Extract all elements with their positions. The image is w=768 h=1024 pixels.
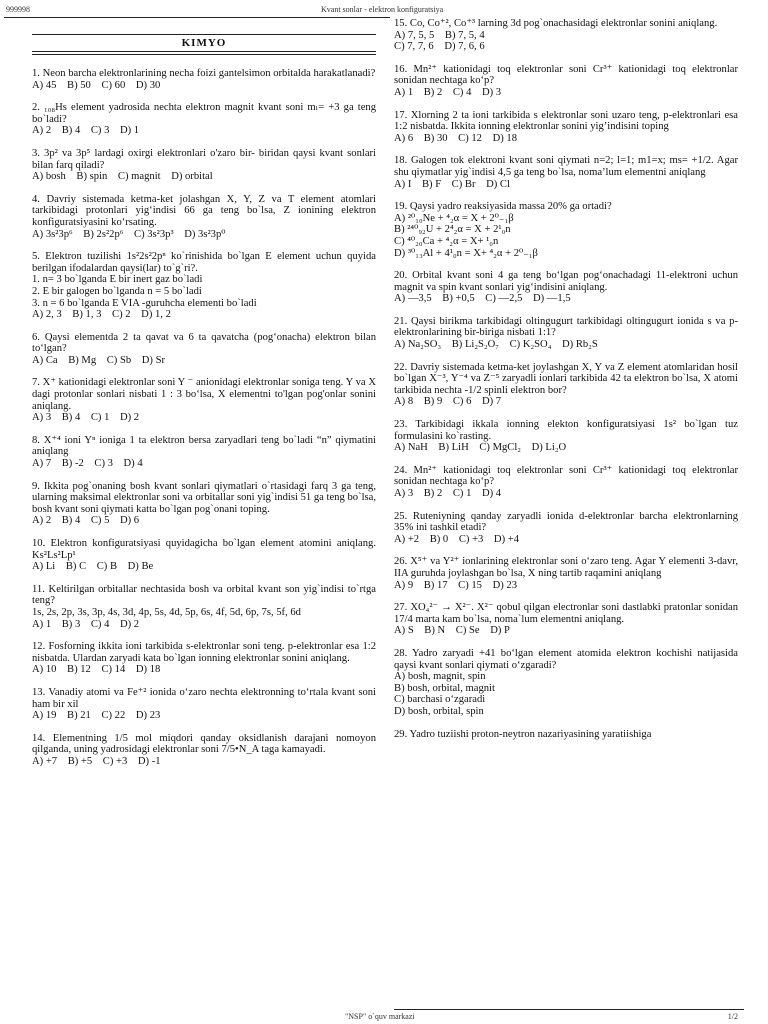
answer-options: A) 6 B) 30 C) 12 D) 18	[394, 132, 517, 144]
question-text: 2. ₁₀₈Hs element yadrosida nechta elektron magnit kvant soni mₗ= +3 ga teng bo`ladi?	[32, 102, 376, 125]
question-text: 18. Galogen tok elektroni kvant soni qiymati n=2; l=1; m1=x; ms= +1/2. Agar shu qiymatlar yig`indisi 4,5 ga teng bo`lsa, noma’lum elementni aniqlang	[394, 155, 738, 178]
answer-options: A) Na₂SO₃ B) Li₂S₂O₇ C) K₂SO₄ D) Rb₂S	[394, 339, 598, 351]
question-text: 9. Ikkita pog`onaning bosh kvant sonlari qiymatlari o`rtasidagi farq 3 ga teng, ularning maksimal elektronlar soni va orbitallar soni yig`indisi 51 ga teng bo`lsa, bosh kvant soni qiymati katta bo`lgan pog`onani toping.	[32, 480, 376, 515]
question-text: 20. Orbital kvant soni 4 ga teng bo‘lgan pog‘onachadagi 11-elektroni uchun magnit va spin kvant sonlari yig‘indisini aniqlang.	[394, 270, 738, 293]
answer-options: A) ²⁰₁₀Ne + ⁴₂α = X + 2⁰₋₁β B) ²⁴⁰₉₂U + 2⁴₂α = X + 2¹₀n C) ⁴⁰₂₀Ca + ⁴₂α = X+ ¹₀n D) ³⁰₁₃Al + 4¹₀n = X+ ⁴₂α + 2⁰₋₁β	[394, 212, 538, 259]
question-text: 21. Qaysi birikma tarkibidagi oltingugurt tarkibidagi oltingugurt ionida s va p-elektronlarining bir-biriga nisbati 1:1?	[394, 315, 738, 339]
question-item	[394, 155, 738, 190]
answer-options: A) 3 B) 4 C) 1 D) 2	[32, 412, 140, 424]
question-item	[394, 602, 738, 637]
subject-title: KIMYO	[32, 34, 376, 52]
answer-options: A) +2 B) 0 C) +3 D) +4	[394, 533, 520, 545]
question-item	[394, 648, 738, 718]
question-item	[394, 316, 738, 351]
answer-options: A) 7 B) -2 C) 3 D) 4	[32, 458, 143, 470]
question-item	[32, 481, 376, 527]
page-number: 1/2	[727, 1012, 738, 1021]
question-item	[32, 148, 376, 183]
question-item	[32, 332, 376, 367]
question-item	[32, 68, 376, 91]
answer-options: A) 9 B) 17 C) 15 D) 23	[394, 579, 517, 591]
answer-options: A) 1 B) 3 C) 4 D) 2	[32, 618, 140, 630]
answer-options: A) 1 B) 2 C) 4 D) 3	[394, 86, 502, 98]
question-item	[394, 556, 738, 591]
question-list-right	[394, 18, 738, 740]
footer-divider	[394, 1009, 744, 1010]
footer-center-text: "NSP" o`quv markazi	[345, 1012, 415, 1021]
question-text: 22. Davriy sistemada ketma-ket joylashgan X, Y va Z element atomlaridan hosil bo`lgan X⁻³, Y⁻⁴ va Z⁻⁵ zaryadli ionlari tarkibida 42 ta elektron bo`lsa, X atomi tarkibida nechta -1/2 spinli elektron bor?	[394, 361, 738, 396]
question-text: 19. Qaysi yadro reaksiyasida massa 20% ga ortadi?	[394, 201, 612, 213]
question-item	[32, 102, 376, 137]
answer-options: A) bosh B) spin C) magnit D) orbital	[32, 171, 213, 183]
question-item	[394, 270, 738, 305]
question-text: 3. 3p² va 3p⁵ lardagi oxirgi elektronlari o'zaro bir- biridan qaysi kvant sonlari bilan farq qiladi?	[32, 147, 376, 171]
question-text: 7. X⁺ kationidagi elektronlar soni Y ⁻ anionidagi elektronlar soniga teng. Y va X dagi protonlar sonlari nisbati 1 : 3 bo‘lsa, X elementni to'lgan pog'onlar sonini aniqlang.	[32, 377, 376, 412]
question-list-left	[32, 68, 376, 768]
doc-code: 999998	[6, 5, 30, 14]
question-item	[32, 733, 376, 768]
question-item	[394, 465, 738, 500]
right-column	[394, 18, 738, 1006]
answer-options: A) 2, 3 B) 1, 3 C) 2 D) 1, 2	[32, 309, 171, 321]
header-divider	[4, 17, 390, 18]
answer-options: A) I B) F C) Br D) Cl	[394, 178, 510, 190]
answer-options: A) NaH B) LiH C) MgCl₂ D) Li₂O	[394, 442, 567, 454]
question-text: 5. Elektron tuzilishi 1s²2s²2pⁿ ko`rinishida bo`lgan E element uchun quyida berilgan ifodalardan qaysi(lar) to`g`ri?. 1. n= 3 bo`lganda E bir inert gaz bo`ladi 2. E bir galogen bo`lganda n = 5 bo`ladi 3. n = 6 bo`lganda E VIA -guruhcha elementi bo`ladi	[32, 251, 376, 309]
question-text: 6. Qaysi elementda 2 ta qavat va 6 ta qavatcha (pog‘onacha) elektron bilan to‘lgan?	[32, 331, 376, 355]
answer-options: A) 8 B) 9 C) 6 D) 7	[394, 396, 502, 408]
question-text: 4. Davriy sistemada ketma-ket jolashgan X, Y, Z va T element atomlari tarkibidagi protonlari yig‘indisi 66 ga teng bo`lsa, Z ionining elektron konfiguratsiyasini ko‘rsating.	[32, 193, 376, 228]
question-text: 17. Xlorning 2 ta ioni tarkibida s elektronlar soni uzaro teng, p-elektronlari esa 1:2 nisbatda. Ikkita ionning elektronlar sonini yig’indisini toping	[394, 109, 738, 133]
question-item	[32, 435, 376, 470]
question-item	[394, 511, 738, 546]
question-text: 29. Yadro tuziishi proton-neytron nazariyasining yaratiishiga	[394, 728, 652, 740]
answer-options: A) —3,5 B) +0,5 C) —2,5 D) —1,5	[394, 293, 571, 305]
question-item	[394, 64, 738, 99]
question-text: 16. Mn²⁺ kationidagi toq elektronlar soni Cr³⁺ kationidagi toq elektronlar sonidan nechtaga ko‘p?	[394, 63, 738, 87]
question-item	[394, 362, 738, 408]
page-footer	[0, 1011, 768, 1022]
answer-options: A) 3 B) 2 C) 1 D) 4	[394, 488, 502, 499]
question-item	[32, 251, 376, 321]
answer-options: A) 2 B) 4 C) 5 D) 6	[32, 515, 140, 527]
question-text: 26. X⁵⁺ va Y²⁺ ionlarining elektronlar soni o‘zaro teng. Agar Y elementi 3-davr, IIA guruhda joylashgan bo`lsa, X ning tartib raqamini aniqlang	[394, 556, 738, 579]
page-header	[6, 4, 762, 16]
answer-options: A) S B) N C) Se D) P	[394, 625, 510, 637]
left-column	[32, 20, 376, 1006]
question-text: 12. Fosforning ikkita ioni tarkibida s-elektronlar soni teng. p-elektronlar esa 1:2 nisbatda. Ulardan zaryadi kata bo`lgan ionning elektronlar sonini aniqlang.	[32, 641, 376, 664]
answer-options: A) +7 B) +5 C) +3 D) -1	[32, 755, 161, 767]
question-item	[32, 687, 376, 722]
question-item	[32, 641, 376, 676]
answer-options: A) bosh, magnit, spin B) bosh, orbital, magnit C) barchasi o‘zgaradi D) bosh, orbital, spin	[394, 671, 495, 717]
question-item	[32, 194, 376, 240]
question-text: 24. Mn²⁺ kationidagi toq elektronlar soni Cr³⁺ kationidagi toq elektronlar sonidan nechtaga ko‘p?	[394, 464, 738, 488]
question-text: 23. Tarkibidagi ikkala ionning elekton konfiguratsiyasi 1s² bo`lgan tuz formulasini ko`rasting.	[394, 419, 738, 442]
answer-options: A) Ca B) Mg C) Sb D) Sr	[32, 354, 166, 366]
question-text: 14. Elementning 1/5 mol miqdori qanday oksidlanish darajani nomoyon qilganda, uning yadrosidagi elektronlar soni 7/5•N_A taga kamayadi.	[32, 732, 376, 756]
running-title: Kvant sonlar - elektron konfiguratsiya	[321, 5, 444, 14]
answer-options: A) 2 B) 4 C) 3 D) 1	[32, 125, 140, 137]
answer-options: A) 10 B) 12 C) 14 D) 18	[32, 664, 161, 676]
question-text: 15. Co, Co⁺², Co⁺³ larning 3d pog`onachasidagi elektronlar sonini aniqlang.	[394, 18, 718, 29]
question-item	[394, 18, 738, 53]
question-text: 8. X⁺⁴ ioni Yⁿ ioniga 1 ta elektron bersa zaryadlari teng bo`ladi “n” qiymatini aniqlang	[32, 434, 376, 458]
answer-options: A) Li B) C C) B D) Be	[32, 561, 154, 573]
question-item	[394, 201, 738, 259]
question-text: 1. Neon barcha elektronlarining necha foizi gantelsimon orbitalda harakatlanadi?	[32, 68, 376, 79]
question-item	[394, 419, 738, 454]
question-item	[32, 377, 376, 423]
question-item	[394, 729, 738, 741]
answer-options: A) 7, 5, 5 B) 7, 5, 4 C) 7, 7, 6 D) 7, 6, 6	[394, 29, 485, 53]
question-text: 11. Keltirilgan orbitallar nechtasida bosh va orbital kvant son yig`indisi to`rtga teng? 1s, 2s, 2p, 3s, 3p, 4s, 3d, 4p, 5s, 4d, 5p, 6s, 4f, 5d, 6p, 7s, 5f, 6d	[32, 583, 376, 618]
answer-options: A) 45 B) 50 C) 60 D) 30	[32, 79, 161, 91]
question-item	[394, 110, 738, 145]
question-text: 28. Yadro zaryadi +41 bo‘lgan element atomida elektron kochishi natijasida qaysi kvant sonlari qiymati o‘zgaradi?	[394, 647, 738, 671]
question-text: 25. Ruteniyning qanday zaryadli ionida d-elektronlar barcha elektronlarning 35% ini tashkil etadi?	[394, 510, 738, 534]
answer-options: A) 19 B) 21 C) 22 D) 23	[32, 710, 161, 722]
question-text: 13. Vanadiy atomi va Fe⁺² ionida o‘zaro nechta elektronning to‘rtala kvant soni ham bir xil	[32, 686, 376, 710]
answer-options: A) 3s²3p⁶ B) 2s²2p⁶ C) 3s²3p³ D) 3s²3p⁰	[32, 228, 226, 240]
question-text: 27. XO₄²⁻ → X²⁻. X²⁻ qobul qilgan electronlar soni dastlabki pratonlar sonidan 17/4 marta kam bo`lsa, noma`lum elementni aniqlang.	[394, 602, 738, 625]
question-item	[32, 584, 376, 630]
question-item	[32, 538, 376, 573]
question-text: 10. Elektron konfiguratsiyasi quyidagicha bo`lgan element atomini aniqlang. Ks²Ls²Lp¹	[32, 538, 376, 561]
